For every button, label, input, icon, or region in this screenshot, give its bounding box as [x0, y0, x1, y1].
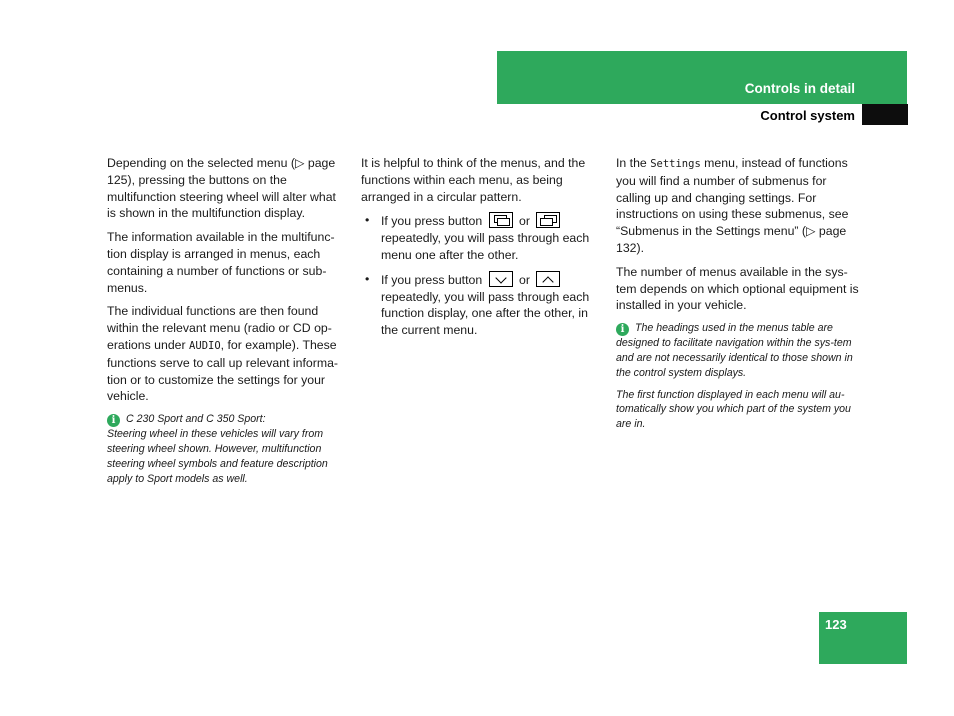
page-number: 123 [825, 617, 847, 632]
paragraph [616, 155, 860, 257]
info-note: The first function displayed in each menu will au-tomatically show you which part of the system you are in. [616, 388, 851, 431]
down-button-icon [489, 271, 513, 287]
column-2 [361, 155, 601, 346]
bullet-item [361, 212, 601, 263]
section-title: Controls in detail [744, 81, 855, 96]
menu-right-button-icon [536, 212, 560, 228]
paragraph: The number of menus available in the sys-tem depends on which optional equipment is installed in your vehicle. [616, 264, 859, 313]
bullet-dot: • [365, 213, 370, 228]
menu-name-settings: Settings [650, 158, 701, 170]
text-span: , for example). These functions serve to call up relevant informa-tion or to customize the settings for your vehicle. [107, 337, 339, 404]
section-tab-marker [862, 104, 908, 125]
info-note [616, 321, 860, 380]
text-span: menu, instead of functions you will find a number of submenus for calling up and changing settings. For instructions on using these submenus, see “Submenus in the Settings menu” (▷ page 132). [616, 156, 849, 255]
bullet-dot: • [365, 271, 370, 286]
info-note [107, 412, 348, 486]
paragraph: The information available in the multifunc-tion display is arranged in menus, each containing a number of functions or sub-menus. [107, 230, 335, 295]
note-text: Steering wheel in these vehicles will vary from steering wheel shown. However, multifunction steering wheel symbols and feature description apply to Sport models as well. [107, 428, 328, 485]
subsection-title: Control system [760, 108, 855, 123]
page-number-box [819, 612, 907, 664]
paragraph [107, 303, 348, 405]
text-span: If you press button [381, 214, 483, 229]
text-span: repeatedly, you will pass through each function display, one after the other, in the current menu. [381, 289, 590, 338]
menu-left-button-icon [489, 212, 513, 228]
note-text: The headings used in the menus table are designed to facilitate navigation within the sys-tem and are not necessarily identical to those shown in the control system displays. [616, 322, 853, 379]
up-button-icon [536, 271, 560, 287]
info-icon: i [616, 323, 629, 336]
info-icon: i [107, 414, 120, 427]
text-span: In the [616, 156, 651, 170]
paragraph: It is helpful to think of the menus, and the functions within each menu, as being arranged in a circular pattern. [361, 156, 586, 204]
text-span: The individual functions are then found within the relevant menu (radio or CD op-erations under [107, 304, 332, 352]
paragraph: Depending on the selected menu (▷ page 125), pressing the buttons on the multifunction steering wheel will alter what is shown in the multifunction display. [107, 156, 336, 221]
column-3 [616, 155, 860, 439]
text-span: or [519, 214, 530, 229]
header-bar [497, 51, 907, 104]
text-span: or [519, 272, 530, 287]
bullet-item [361, 271, 601, 339]
menu-name-audio: AUDIO [189, 339, 221, 352]
text-span: If you press button [381, 272, 483, 287]
column-1 [107, 155, 348, 493]
text-span: repeatedly, you will pass through each menu one after the other. [381, 231, 590, 262]
note-title: C 230 Sport and C 350 Sport: [126, 413, 266, 426]
